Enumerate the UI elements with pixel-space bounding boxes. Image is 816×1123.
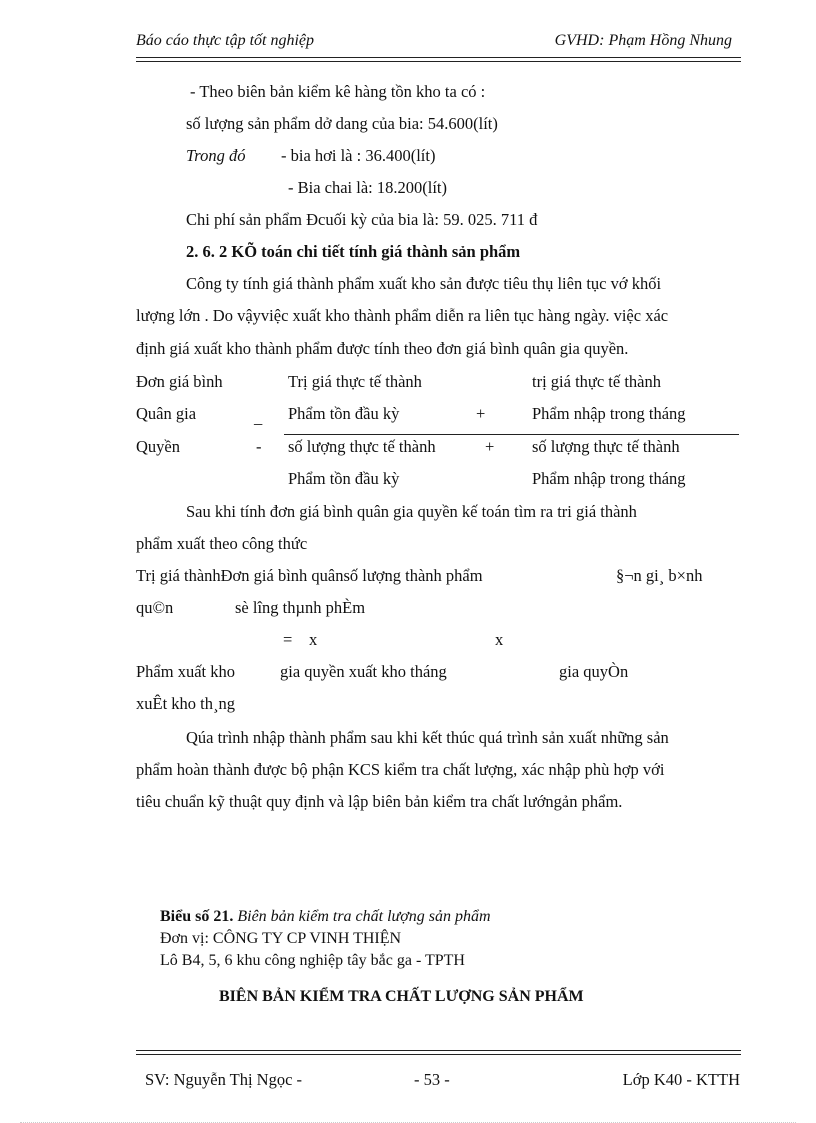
formula2-row4-garbled: gia quyÒn [559,662,629,681]
header-rule-top [136,57,741,58]
formula1-plus-numerator: + [476,404,486,423]
paragraph-2-line-2: phẩm xuất theo công thức [136,534,308,553]
page-number: - 53 - [414,1070,450,1089]
ending-cost: Chi phí sản phẩm Đcuối kỳ của bia là: 59. 025. 711 đ [186,210,538,229]
paragraph-1-line-2: lượng lớn . Do vậyviệc xuất kho thành phẩm diễn ra liên tục hàng ngày. việc xác [136,306,669,325]
formula1-fraction-bar [284,434,739,435]
footer-class: Lớp K40 - KTTH [622,1070,740,1089]
trong-do-label: Trong đó [186,146,246,165]
formula2-row1-text: Trị giá thànhĐơn giá bình quânsố lượng thành phẩm [136,566,483,585]
paragraph-3-line-2: phẩm hoàn thành được bộ phận KCS kiểm tra chất lượng, xác nhập phù hợp với [136,760,665,779]
header-rule-bottom [136,61,741,62]
formula2-row1-garbled: §¬n gi¸ b×nh [616,566,703,585]
paragraph-1-line-1: Công ty tính giá thành phẩm xuất kho sản được tiêu thụ liên tục vớ khối [186,274,662,293]
formula1-denominator-2b: Phẩm nhập trong tháng [532,469,686,488]
footer-student: SV: Nguyễn Thị Ngọc - [145,1070,303,1089]
formula2-row4-b: gia quyền xuất kho tháng [280,662,447,681]
section-heading: 2. 6. 2 KÕ toán chi tiết tính giá thành sản phẩm [186,242,521,261]
paragraph-1-line-3: định giá xuất kho thành phẩm được tính theo đơn giá bình quân gia quyền. [136,339,629,358]
formula1-denominator-2a: số lượng thực tế thành [532,437,680,456]
paragraph-2-line-1: Sau khi tính đơn giá bình quân gia quyền kế toán tìm ra tri giá thành [186,502,637,521]
header-supervisor: GVHD: Phạm Hồng Nhung [554,32,732,49]
form-address: Lô B4, 5, 6 khu công nghiệp tây bắc ga - TPTH [160,952,465,969]
formula2-row2-garbled-a: qu©n [136,598,174,617]
form-title: Biên bản kiểm tra chất lượng sản phẩm [237,908,491,925]
formula1-denominator-1b: Phẩm tồn đầu kỳ [288,469,400,488]
paragraph-3-line-3: tiêu chuẩn kỹ thuật quy định và lập biên bản kiểm tra chất lướngản phẩm. [136,792,623,811]
formula1-label-r1: Đơn giá bình [136,372,223,391]
formula2-row4-a: Phẩm xuất kho [136,662,235,681]
paragraph-3-line-1: Qúa trình nhập thành phẩm sau khi kết thúc quá trình sản xuất những sản [186,728,669,747]
formula1-label-r3: Quyền [136,437,180,456]
formula2-row2-garbled-b: sè lîng thµnh phÈm [235,598,366,617]
inventory-intro: - Theo biên bản kiểm kê hàng tồn kho ta có : [190,82,486,101]
form-unit: Đơn vị: CÔNG TY CP VINH THIỆN [160,930,402,947]
formula2-equals: = [283,630,293,649]
formula1-numerator-2a: trị giá thực tế thành [532,372,661,391]
formula2-row5-garbled: xuÊt kho th¸ng [136,694,235,713]
formula1-label-r2: Quân gia [136,404,197,423]
formula1-equals-bottom: - [256,437,262,456]
formula1-numerator-1b: Phẩm tồn đầu kỳ [288,404,400,423]
form-label: Biểu số 21. [160,908,234,925]
form-heading: BIÊN BẢN KIỂM TRA CHẤT LƯỢNG SẢN PHẨM [219,988,584,1005]
bia-hoi-qty: - bia hơi là : 36.400(lít) [281,146,436,165]
formula1-equals-top: _ [254,408,263,427]
bia-chai-qty: - Bia chai là: 18.200(lít) [288,178,447,197]
header-report-title: Báo cáo thực tập tốt nghiệp [136,32,315,49]
formula1-denominator-1a: số lượng thực tế thành [288,437,436,456]
formula1-numerator-2b: Phẩm nhập trong tháng [532,404,686,423]
wip-quantity: số lượng sản phẩm dở dang của bia: 54.600(lít) [186,114,498,133]
footer-rule-top [136,1050,741,1051]
formula1-plus-denominator: + [485,437,495,456]
footer-rule-bottom [136,1054,741,1055]
formula1-numerator-1a: Trị giá thực tế thành [288,372,422,391]
formula2-times-2: x [495,630,504,649]
form-caption [160,908,491,926]
formula2-times-1: x [309,630,318,649]
